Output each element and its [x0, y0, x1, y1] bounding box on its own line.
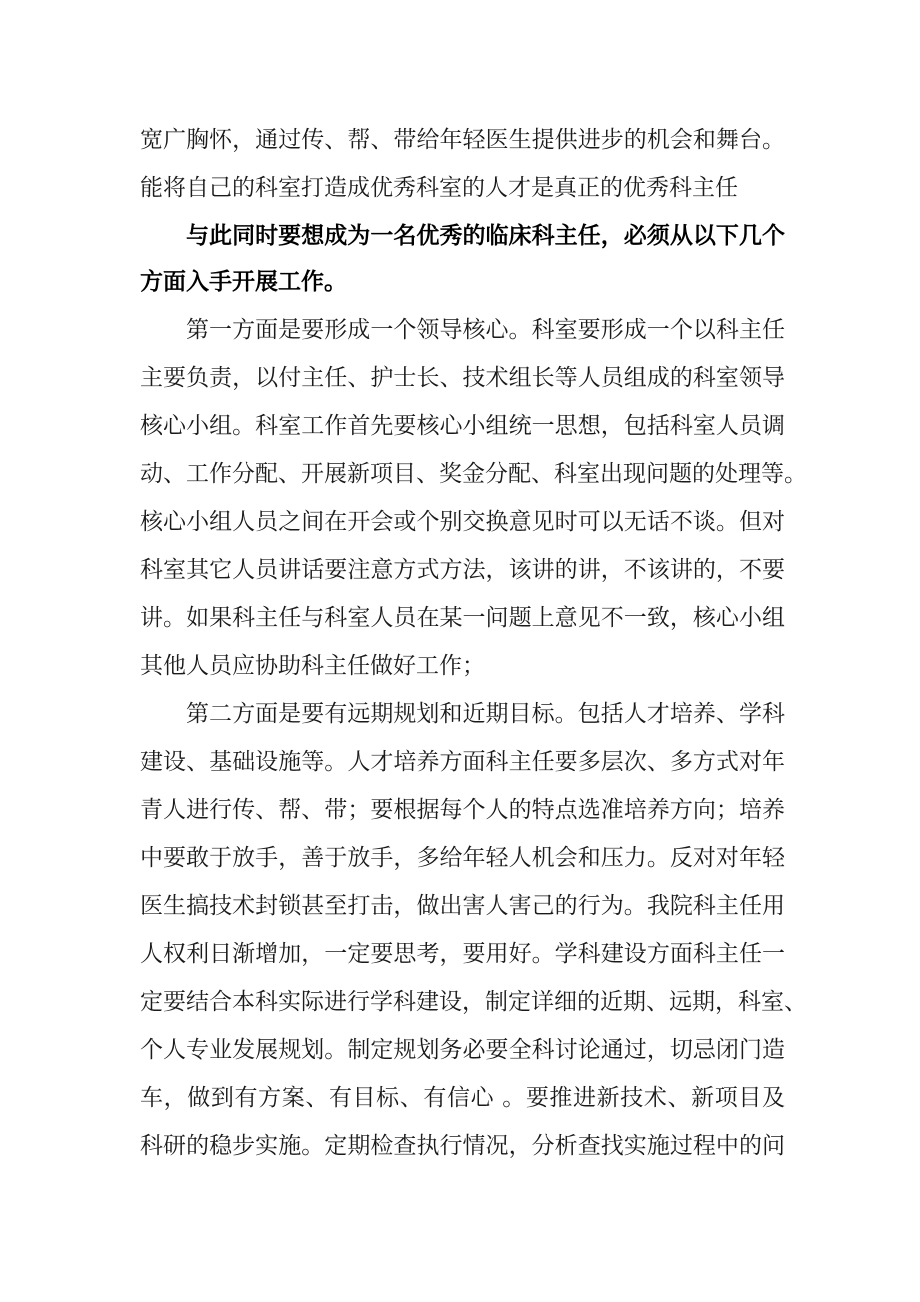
text-line-9: 核心小组人员之间在开会或个别交换意见时可以无话不谈。但对: [140, 509, 785, 535]
text-line-10: 科室其它人员讲话要注意方式方法，该讲的讲，不该讲的，不要: [140, 557, 785, 583]
text-line-20: 个人专业发展规划。制定规划务必要全科讨论通过，切忌闭门造: [140, 1037, 785, 1063]
text-line-8: 动、工作分配、开展新项目、奖金分配、科室出现问题的处理等。: [140, 461, 807, 487]
text-line-7: 核心小组。科室工作首先要核心小组统一思想，包括科室人员调: [140, 413, 785, 439]
bold-heading-line-2: 方面入手开展工作。: [140, 269, 347, 295]
text-line-21: 车，做到有方案、有目标、有信心 。要推进新技术、新项目及: [140, 1085, 785, 1111]
text-line-6: 主要负责，以付主任、护士长、技术组长等人员组成的科室领导: [140, 365, 785, 391]
text-line-18: 人权利日渐增加，一定要思考，要用好。学科建设方面科主任一: [140, 941, 785, 967]
text-line-1: 宽广胸怀，通过传、帮、带给年轻医生提供进步的机会和舞台。: [140, 127, 785, 153]
text-line-14: 建设、基础设施等。人才培养方面科主任要多层次、多方式对年: [140, 749, 785, 775]
bold-heading-line-1: 与此同时要想成为一名优秀的临床科主任，必须从以下几个: [186, 223, 785, 249]
text-line-13: 第二方面是要有远期规划和近期目标。包括人才培养、学科: [186, 701, 785, 727]
text-line-2: 能将自己的科室打造成优秀科室的人才是真正的优秀科主任: [140, 175, 738, 201]
text-line-11: 讲。如果科主任与科室人员在某一问题上意见不一致，核心小组: [140, 605, 785, 631]
text-line-17: 医生搞技术封锁甚至打击，做出害人害己的行为。我院科主任用: [140, 893, 785, 919]
text-line-12: 其他人员应协助科主任做好工作；: [140, 653, 485, 679]
text-line-16: 中要敢于放手，善于放手，多给年轻人机会和压力。反对对年轻: [140, 845, 785, 871]
text-line-22: 科研的稳步实施。定期检查执行情况，分析查找实施过程中的问: [140, 1133, 785, 1159]
text-line-5: 第一方面是要形成一个领导核心。科室要形成一个以科主任: [186, 317, 785, 343]
text-line-15: 青人进行传、帮、带；要根据每个人的特点选准培养方向；培养: [140, 797, 785, 823]
text-line-19: 定要结合本科实际进行学科建设，制定详细的近期、远期，科室、: [140, 989, 807, 1015]
